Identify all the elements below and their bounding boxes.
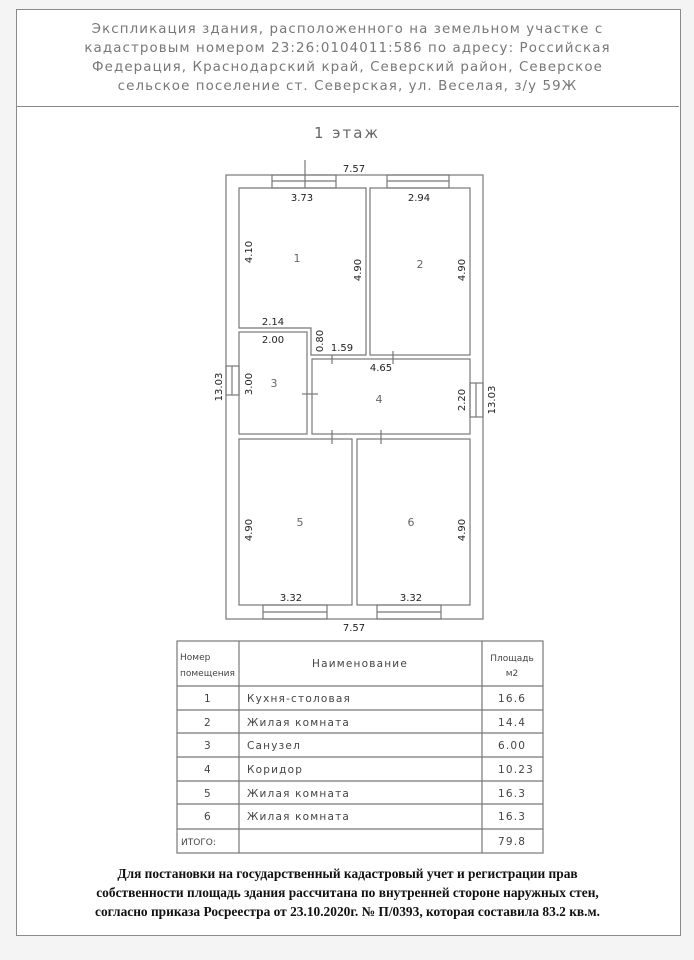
cell-number: 3 <box>204 740 212 752</box>
header-line: Федерация, Краснодарский край, Северский район, Северское <box>92 59 603 75</box>
dim: 2.14 <box>261 317 285 328</box>
total-label: ИТОГО: <box>181 838 216 848</box>
dim: 4.10 <box>244 240 255 264</box>
cell-name: Кухня-столовая <box>247 693 352 705</box>
cell-name: Коридор <box>247 764 304 776</box>
cell-area: 6.00 <box>498 740 527 752</box>
cell-area: 16.3 <box>498 788 527 800</box>
dim: 3.32 <box>279 593 303 604</box>
table-row <box>204 740 526 752</box>
footer-line: собственности площадь здания рассчитана по внутренней стороне наружных стен, <box>96 885 599 900</box>
cell-number: 2 <box>204 717 212 729</box>
footer-note <box>16 864 679 921</box>
header-area: м2 <box>505 669 519 679</box>
header-number: Номер <box>180 653 211 663</box>
dim: 4.90 <box>457 258 468 282</box>
table-row <box>204 764 534 776</box>
dimensions <box>214 164 498 634</box>
header-line: Экспликация здания, расположенного на земельном участке с <box>91 21 604 37</box>
room-number: 2 <box>416 258 424 271</box>
header-number: помещения <box>180 669 235 679</box>
dim: 3.73 <box>290 193 314 204</box>
cell-name: Жилая комната <box>247 811 351 823</box>
dim: 4.90 <box>457 518 468 542</box>
header-line: сельское поселение ст. Северская, ул. Веселая, з/у 59Ж <box>117 78 578 94</box>
table-row <box>204 811 526 823</box>
cell-number: 4 <box>204 764 212 776</box>
dim: 2.00 <box>261 335 285 346</box>
dim: 1.59 <box>330 343 354 354</box>
cell-name: Жилая комната <box>247 717 351 729</box>
room-number: 5 <box>296 516 304 529</box>
cell-number: 1 <box>204 693 212 705</box>
dim-width-bottom: 7.57 <box>342 623 366 634</box>
room-number: 4 <box>375 393 383 406</box>
header-name: Наименование <box>312 658 408 670</box>
dim: 4.90 <box>244 518 255 542</box>
table-total-row <box>181 836 526 848</box>
cell-area: 16.6 <box>498 693 527 705</box>
room-number: 1 <box>293 252 301 265</box>
explication-table <box>177 641 543 853</box>
dim: 3.32 <box>399 593 423 604</box>
footer-line: Для постановки на государственный кадастровый учет и регистрации прав <box>117 866 578 881</box>
header-area: Площадь <box>490 654 534 664</box>
windows <box>226 160 483 619</box>
walls <box>226 175 483 619</box>
table-row <box>204 788 526 800</box>
cell-name: Санузел <box>247 740 301 752</box>
cell-name: Жилая комната <box>247 788 351 800</box>
dim: 2.20 <box>457 388 468 412</box>
room-number: 6 <box>407 516 415 529</box>
total-area: 79.8 <box>498 836 527 848</box>
header-line: кадастровым номером 23:26:0104011:586 по адресу: Российская <box>84 40 611 56</box>
dim: 0.80 <box>315 329 326 353</box>
footer-line: согласно приказа Росреестра от 23.10.2020г. № П/0393, которая составила 83.2 кв.м. <box>95 904 600 919</box>
cell-number: 5 <box>204 788 212 800</box>
dim: 4.65 <box>369 363 393 374</box>
dim-length-left: 13.03 <box>214 372 225 402</box>
cell-area: 10.23 <box>498 764 535 776</box>
room-number: 3 <box>270 377 278 390</box>
dim: 3.00 <box>244 372 255 396</box>
table-row <box>204 693 526 705</box>
table-row <box>204 717 526 729</box>
dim: 4.90 <box>353 258 364 282</box>
cell-number: 6 <box>204 811 212 823</box>
cell-area: 14.4 <box>498 717 527 729</box>
dim-width-top: 7.57 <box>342 164 366 175</box>
dim-length-right: 13.03 <box>487 385 498 415</box>
dim: 2.94 <box>407 193 431 204</box>
floor-title: 1 этаж <box>314 124 380 142</box>
cell-area: 16.3 <box>498 811 527 823</box>
